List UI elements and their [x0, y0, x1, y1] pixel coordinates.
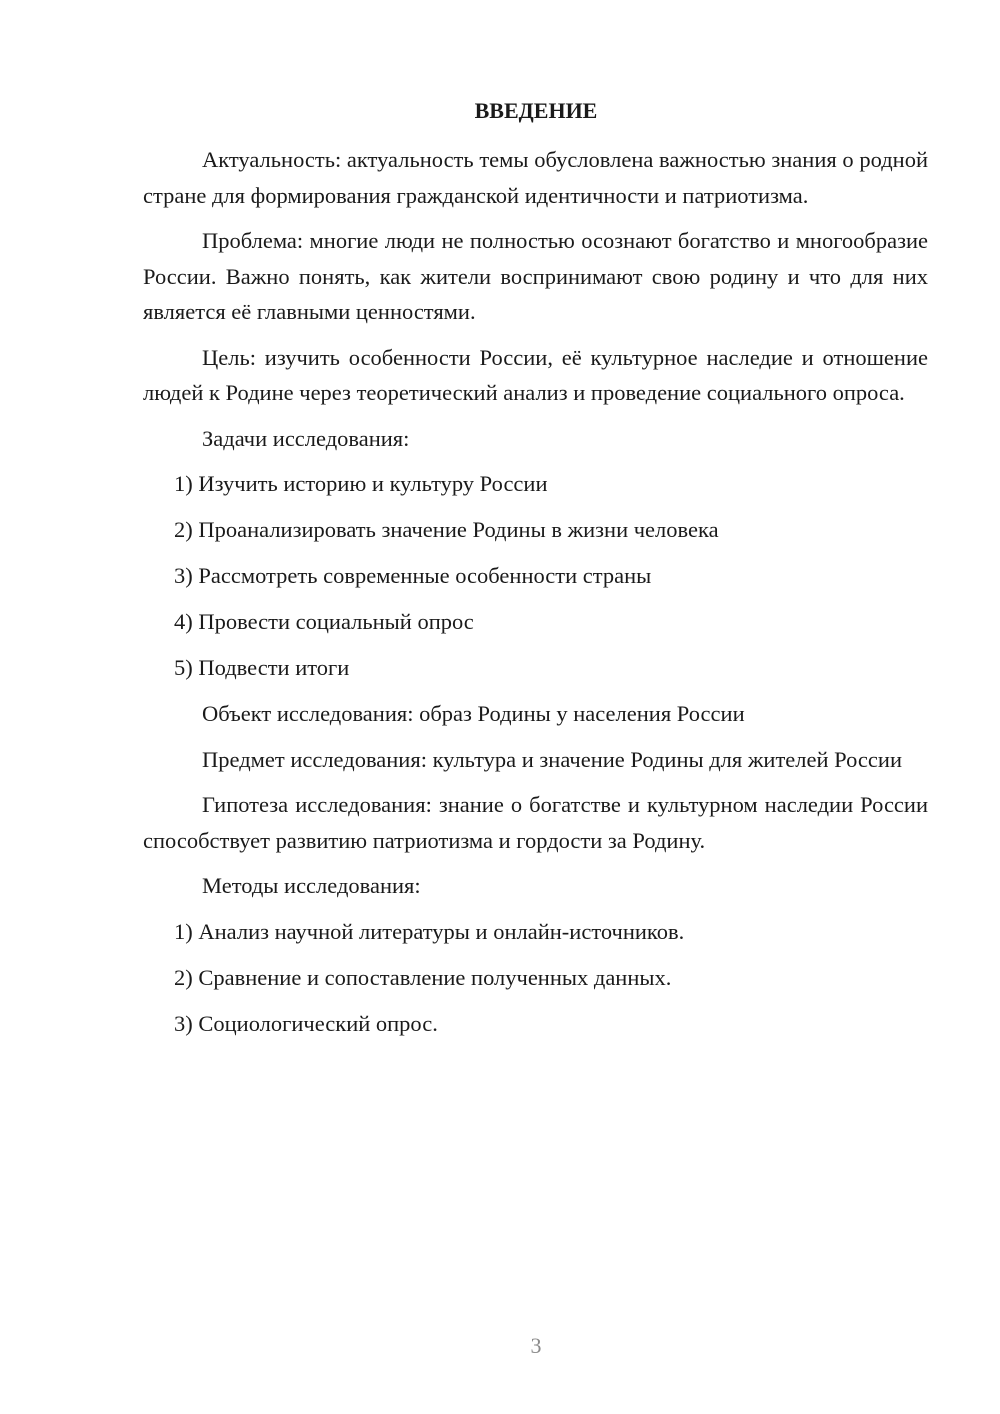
method-item-1: 1) Анализ научной литературы и онлайн-источников.: [174, 918, 685, 944]
subject-paragraph: Предмет исследования: культура и значение Родины для жителей России: [202, 746, 902, 772]
goal-paragraph: Цель: изучить особенности России, её культурное наследие и отношение людей к Родине через теоретический анализ и проведение социального опроса.: [143, 344, 928, 405]
page-number: 3: [530, 1333, 542, 1358]
hypothesis-paragraph: Гипотеза исследования: знание о богатстве и культурном наследии России способствует развитию патриотизма и гордости за Родину.: [143, 792, 928, 853]
method-item-2: 2) Сравнение и сопоставление полученных данных.: [174, 964, 672, 990]
tasks-heading: Задачи исследования:: [202, 425, 410, 451]
task-item-1: 1) Изучить историю и культуру России: [174, 471, 548, 496]
page-title: ВВЕДЕНИЕ: [474, 98, 598, 123]
task-item-3: 3) Рассмотреть современные особенности страны: [174, 563, 652, 588]
relevance-paragraph: Актуальность: актуальность темы обусловлена важностью знания о родной стране для формирования гражданской идентичности и патриотизма.: [143, 147, 928, 208]
task-item-4: 4) Провести социальный опрос: [174, 609, 474, 634]
problem-paragraph: Проблема: многие люди не полностью осознают богатство и многообразие России. Важно понять, как жители воспринимают свою родину и что для них является её главными ценностями.: [143, 228, 928, 324]
methods-heading: Методы исследования:: [202, 873, 421, 898]
method-item-3: 3) Социологический опрос.: [174, 1010, 438, 1036]
document-body: [143, 142, 928, 1052]
object-paragraph: Объект исследования: образ Родины у населения России: [202, 701, 745, 726]
task-item-2: 2) Проанализировать значение Родины в жизни человека: [174, 517, 719, 542]
task-item-5: 5) Подвести итоги: [174, 655, 350, 680]
